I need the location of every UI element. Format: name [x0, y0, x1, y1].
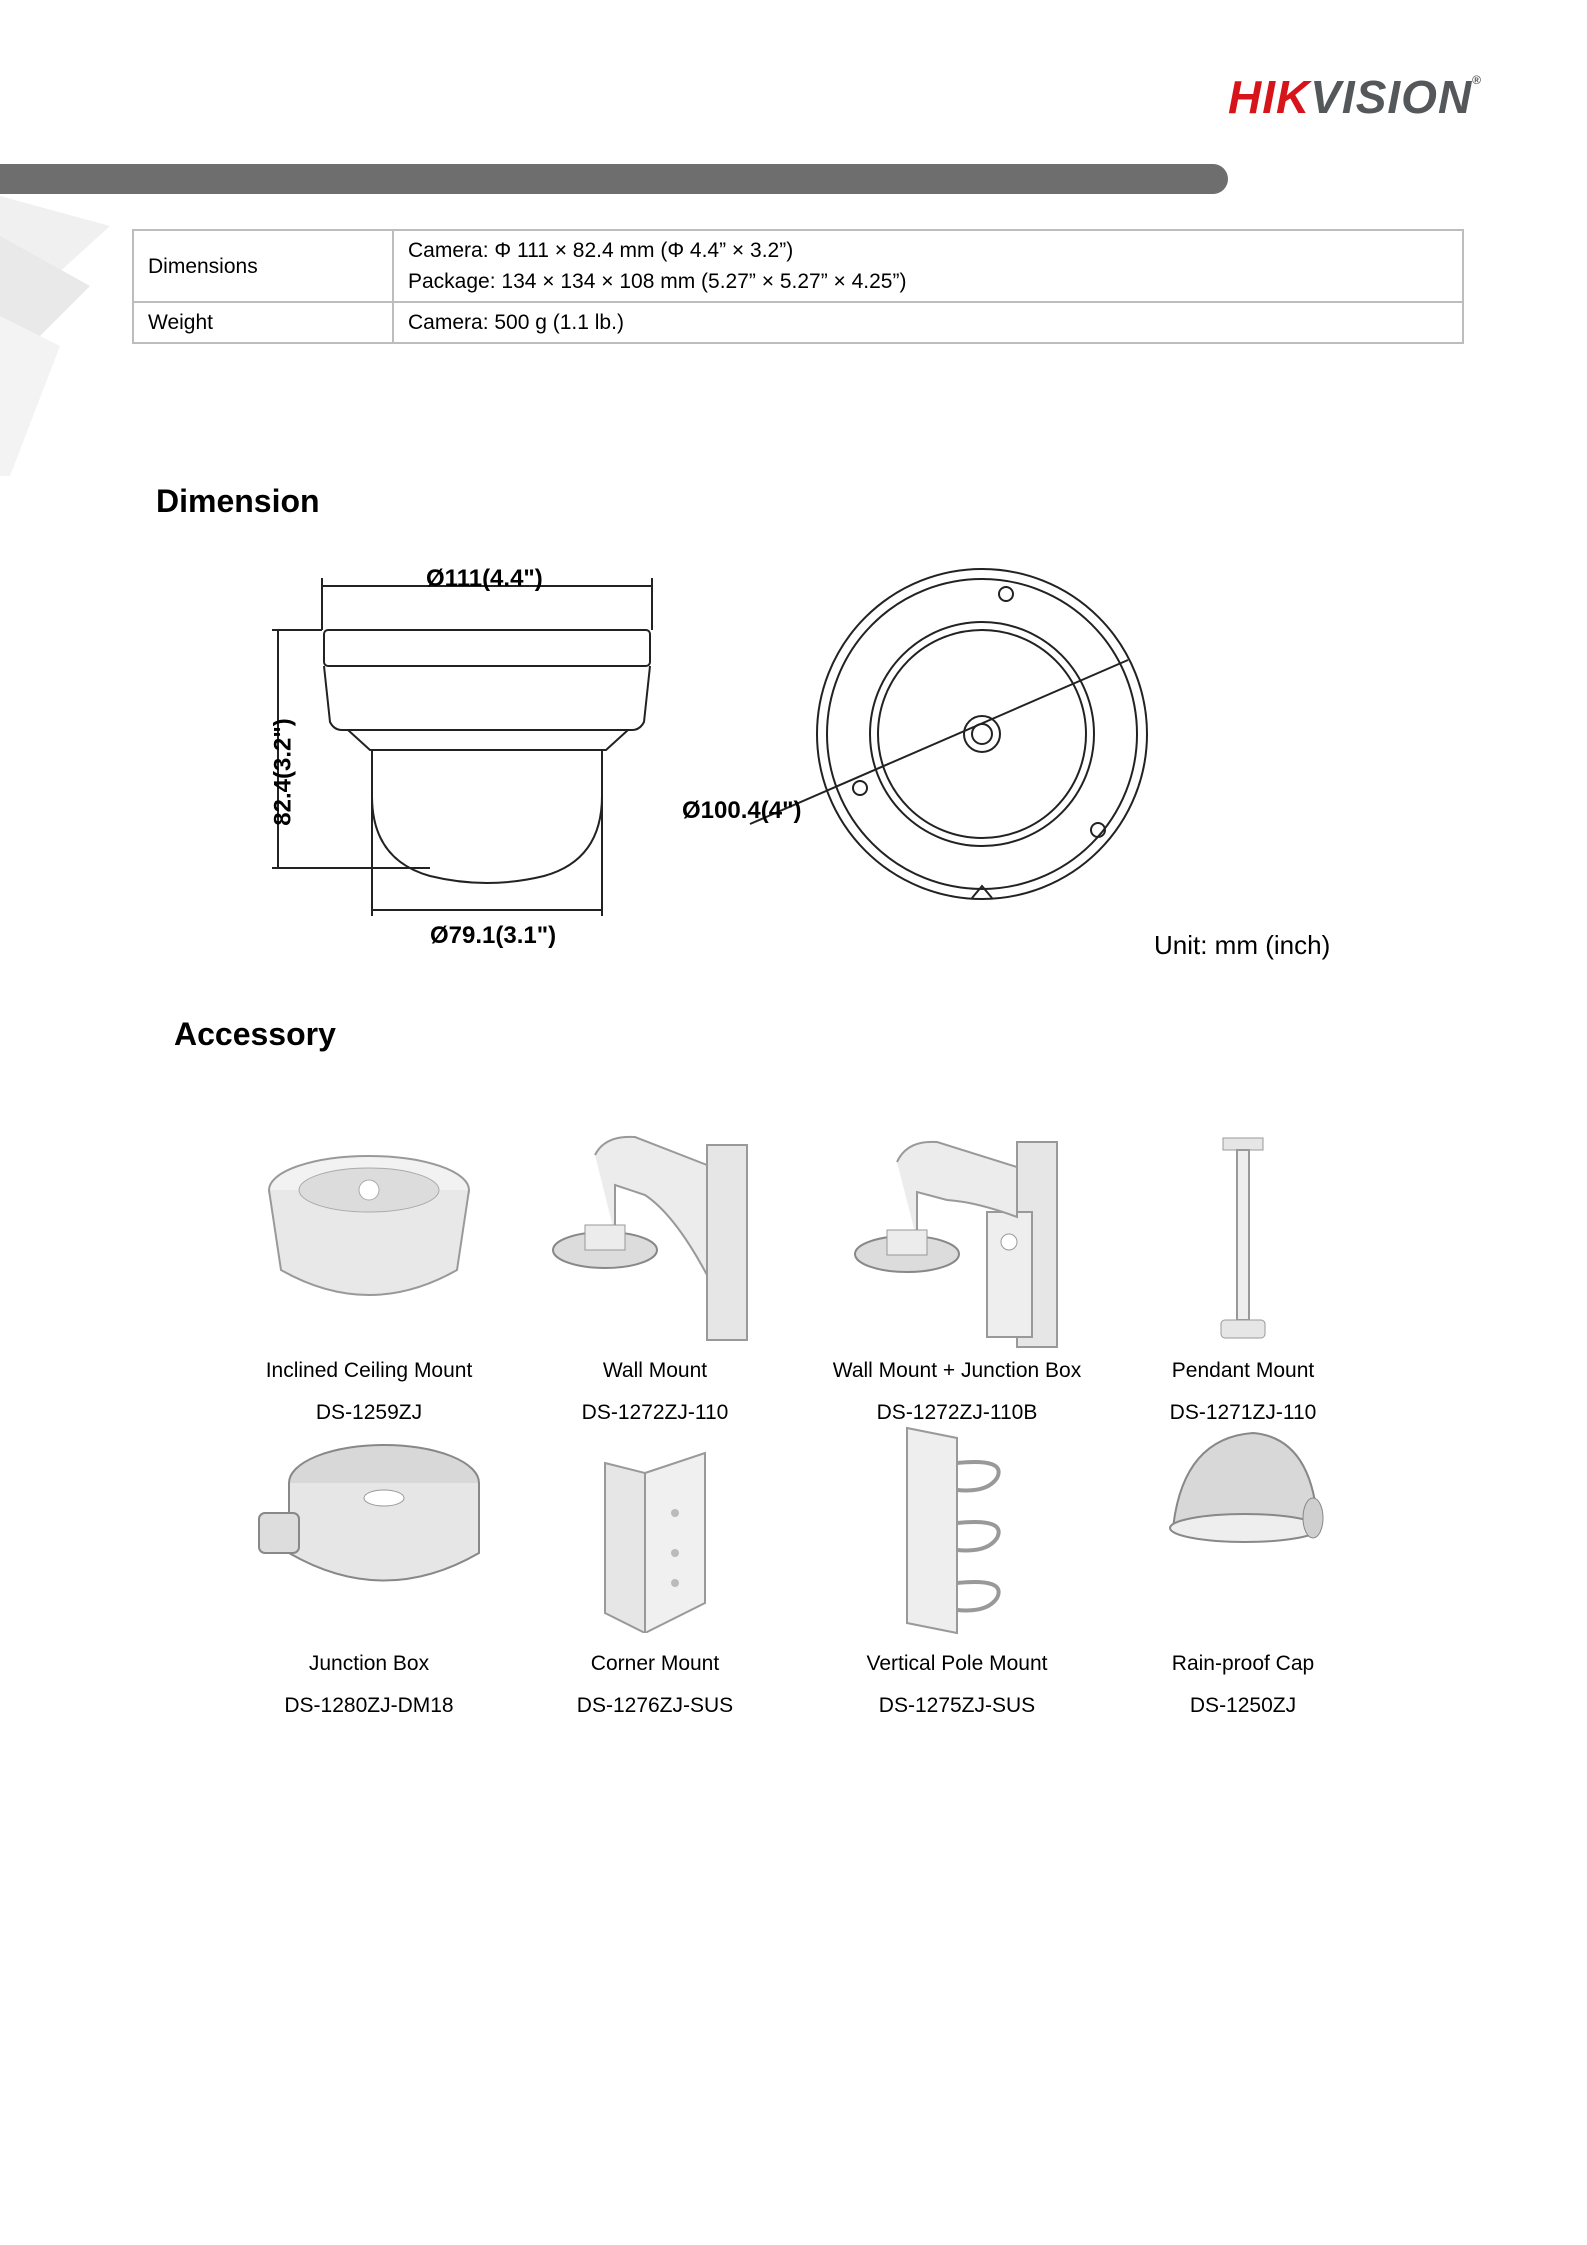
- spec-value-line: Package: 134 × 134 × 108 mm (5.27” × 5.27” × 4.25”): [408, 270, 907, 293]
- accessory-item: [1083, 1413, 1403, 1727]
- top-view-drawing: [750, 569, 1147, 899]
- spec-value-line: Camera: Φ 111 × 82.4 mm (Φ 4.4” × 3.2”): [408, 239, 794, 262]
- wall-mount-junction-box-icon: [837, 1122, 1077, 1352]
- accessory-name: Corner Mount: [590, 1652, 720, 1675]
- accessory-item: [1083, 1120, 1403, 1434]
- specs-table: [132, 229, 1464, 344]
- height-label: 82.4(3.2"): [269, 718, 297, 826]
- accessory-name: Inclined Ceiling Mount: [265, 1359, 473, 1382]
- rain-proof-cap-icon: [1153, 1418, 1333, 1558]
- accessory-model: DS-1271ZJ-110: [1169, 1401, 1317, 1424]
- dome-width-label: Ø79.1(3.1"): [430, 922, 557, 949]
- accessory-name: Wall Mount + Junction Box: [832, 1359, 1082, 1382]
- accessory-item: [209, 1413, 529, 1727]
- spec-value-line: Camera: 500 g (1.1 lb.): [408, 311, 624, 334]
- accessory-model: DS-1272ZJ-110B: [876, 1401, 1038, 1424]
- registered-mark: ®: [1472, 73, 1483, 87]
- spec-row-dimensions: [133, 230, 1463, 302]
- accessory-model: DS-1250ZJ: [1189, 1694, 1297, 1717]
- accessory-name: Rain-proof Cap: [1171, 1652, 1315, 1675]
- accessory-item: [797, 1120, 1117, 1434]
- logo-part-vision: VISION: [1310, 71, 1473, 123]
- accessory-item: [495, 1413, 815, 1727]
- hikvision-logo: [1228, 71, 1483, 123]
- spec-value: [393, 230, 1463, 302]
- unit-label: Unit: mm (inch): [1154, 930, 1331, 960]
- dimension-title: Dimension: [156, 483, 320, 519]
- vertical-pole-mount-icon: [887, 1418, 1027, 1638]
- logo-part-hik: HIK: [1228, 71, 1311, 123]
- dimension-diagram: [230, 560, 1180, 930]
- pendant-mount-icon: [1193, 1130, 1293, 1350]
- corner-mount-icon: [595, 1433, 715, 1633]
- header-bar: [0, 164, 1228, 194]
- inclined-ceiling-mount-icon: [259, 1140, 479, 1320]
- accessory-model: DS-1275ZJ-SUS: [878, 1694, 1036, 1717]
- accessory-name: Junction Box: [308, 1652, 430, 1675]
- junction-box-icon: [249, 1433, 489, 1633]
- spec-key: Dimensions: [133, 230, 393, 302]
- accessory-name: Wall Mount: [602, 1359, 708, 1382]
- accessory-model: DS-1276ZJ-SUS: [576, 1694, 734, 1717]
- accessory-item: [797, 1413, 1117, 1727]
- accessory-model: DS-1280ZJ-DM18: [284, 1694, 454, 1717]
- watermark-graphic: [0, 196, 110, 476]
- side-view-drawing: [269, 578, 652, 916]
- base-diameter-label: Ø100.4(4"): [682, 797, 802, 824]
- accessory-item: [209, 1120, 529, 1434]
- accessory-name: Vertical Pole Mount: [866, 1652, 1048, 1675]
- spec-value: [393, 302, 1463, 343]
- accessory-item: [495, 1120, 815, 1434]
- spec-key: Weight: [133, 302, 393, 343]
- spec-row-weight: [133, 302, 1463, 343]
- accessory-model: DS-1259ZJ: [315, 1401, 423, 1424]
- wall-mount-icon: [545, 1125, 765, 1345]
- accessory-title: Accessory: [174, 1016, 336, 1052]
- top-width-label: Ø111(4.4"): [426, 565, 543, 592]
- accessory-model: DS-1272ZJ-110: [581, 1401, 729, 1424]
- accessory-name: Pendant Mount: [1171, 1359, 1315, 1382]
